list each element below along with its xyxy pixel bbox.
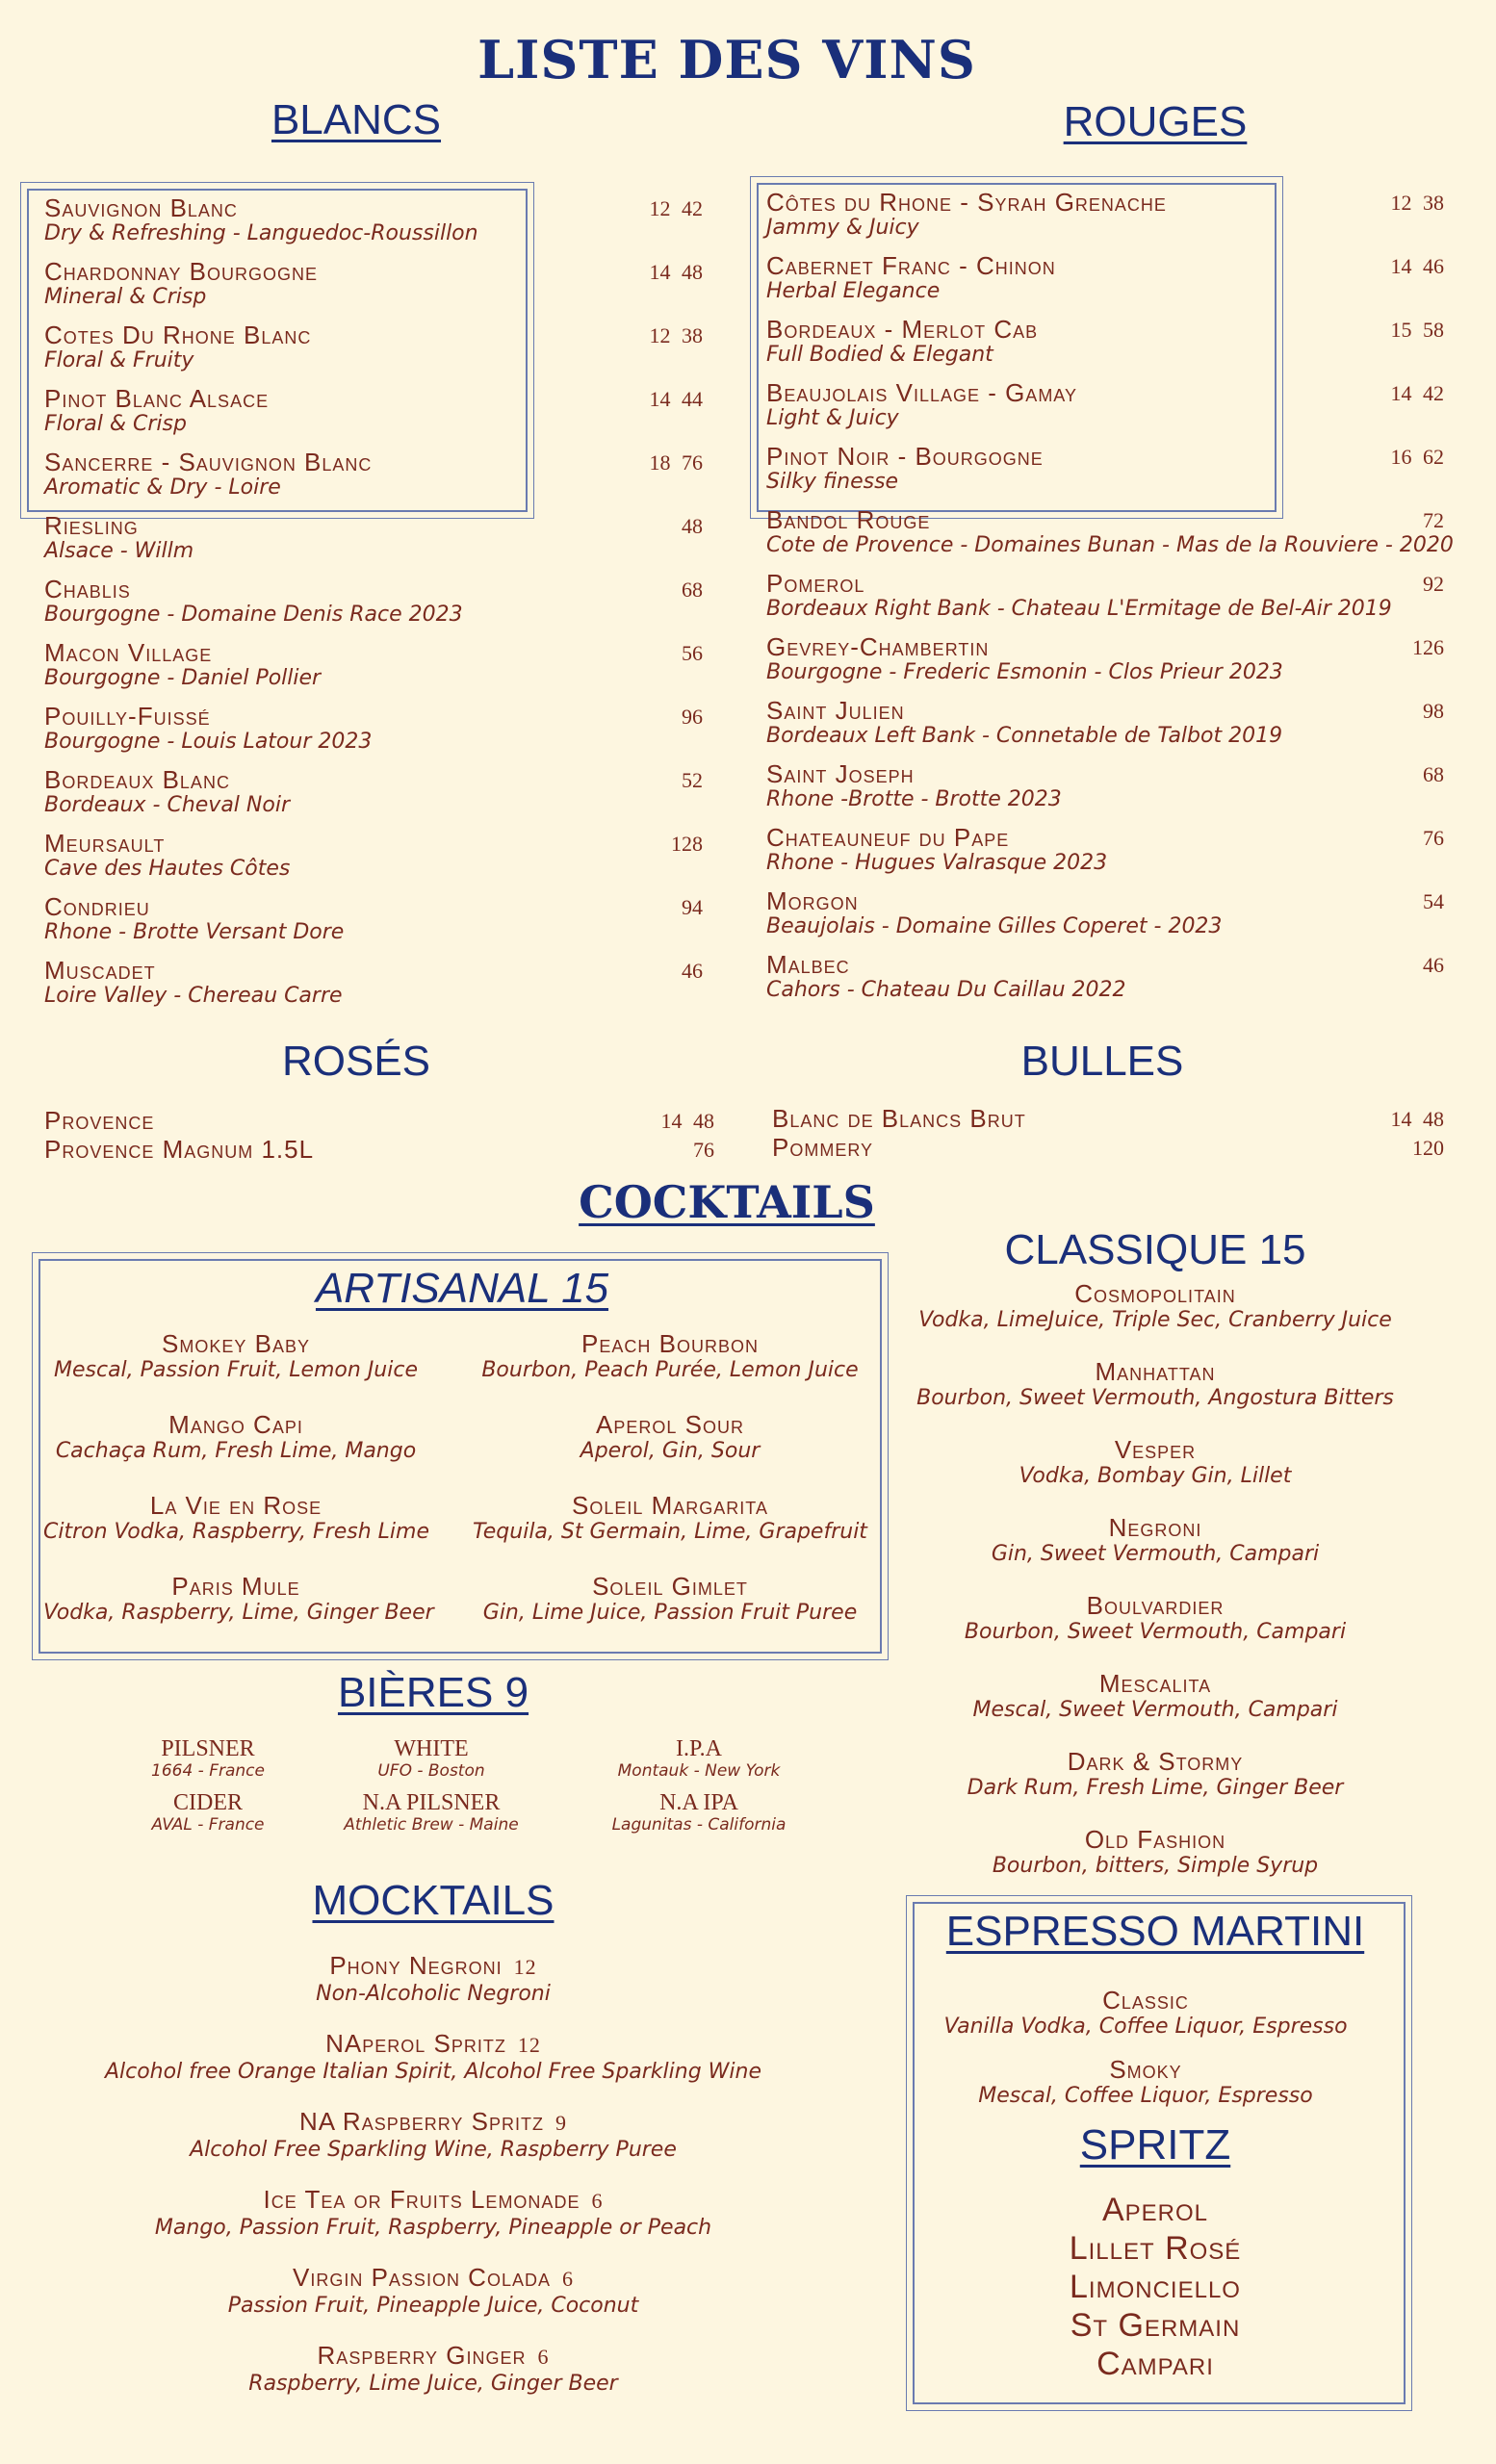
cocktail-name: Smoky xyxy=(1109,2055,1182,2084)
mocktail-price: 9 xyxy=(555,2111,567,2135)
wine-description: Floral & Fruity xyxy=(44,348,194,372)
wine-item xyxy=(44,449,703,500)
beer-name: N.A IPA xyxy=(659,1790,738,1815)
mocktail-name: NA Raspberry Spritz xyxy=(299,2107,544,2136)
wine-item xyxy=(766,379,1444,431)
cocktail-name: Mescalita xyxy=(1098,1669,1212,1698)
wine-price: 12 42 xyxy=(649,196,703,220)
wine-item xyxy=(766,505,1454,558)
wine-item xyxy=(44,703,703,755)
mocktail-price: 6 xyxy=(537,2345,550,2369)
wine-name: Pommery xyxy=(772,1133,874,1162)
cocktails-heading: COCKTAILS xyxy=(579,1176,875,1228)
cocktail-description: Tequila, St Germain, Lime, Grapefruit xyxy=(473,1520,867,1544)
wine-name: Bordeaux - Merlot Cab xyxy=(766,315,1039,344)
cocktail-description: Gin, Lime Juice, Passion Fruit Puree xyxy=(482,1601,858,1625)
wine-name: Condrieu xyxy=(44,892,150,921)
wine-name: Chardonnay Bourgogne xyxy=(44,257,319,286)
beer-item xyxy=(92,1790,323,1835)
cocktail-name: Dark & Stormy xyxy=(1067,1747,1244,1776)
mocktail-name: Raspberry Ginger xyxy=(317,2341,527,2370)
cocktail-name: Negroni xyxy=(1108,1513,1202,1542)
cocktail-description: Bourbon, Sweet Vermouth, Angostura Bitters xyxy=(916,1386,1394,1410)
wine-name: Beaujolais Village - Gamay xyxy=(766,378,1077,407)
wine-description: Light & Juicy xyxy=(766,406,899,430)
wine-price: 14 48 xyxy=(1390,1107,1444,1131)
beer-name: CIDER xyxy=(173,1790,243,1815)
mocktail-description: Passion Fruit, Pineapple Juice, Coconut xyxy=(227,2294,639,2318)
spritz-item: St Germain xyxy=(1070,2307,1241,2344)
wine-price: 12 38 xyxy=(649,323,703,347)
beer-item xyxy=(583,1736,814,1781)
wine-description: Full Bodied & Elegant xyxy=(766,343,993,367)
wine-description: Bourgogne - Louis Latour 2023 xyxy=(44,730,373,754)
wine-price: 14 44 xyxy=(649,387,703,411)
mocktail-name-line xyxy=(87,2186,780,2215)
mocktail-name-line xyxy=(87,2342,780,2371)
mocktail-item xyxy=(87,2264,780,2320)
mocktail-name: NAperol Spritz xyxy=(325,2029,506,2058)
beer-item xyxy=(92,1736,323,1781)
wine-item xyxy=(44,1107,714,1134)
beer-item xyxy=(583,1790,814,1835)
wine-item xyxy=(44,512,703,564)
wine-price: 68 xyxy=(682,578,703,602)
mocktail-description: Alcohol free Orange Italian Spirit, Alcohol Free Sparkling Wine xyxy=(104,2060,762,2084)
mocktail-price: 12 xyxy=(513,1955,537,1979)
wine-item xyxy=(44,639,703,691)
espresso-heading: ESPRESSO MARTINI xyxy=(945,1908,1365,1955)
wine-name: Morgon xyxy=(766,886,859,915)
wine-price: 98 xyxy=(1423,699,1444,723)
bulles-heading: BULLES xyxy=(1020,1038,1184,1085)
wine-item xyxy=(766,570,1444,622)
cocktail-description: Vanilla Vodka, Coffee Liquor, Espresso xyxy=(943,2015,1348,2039)
wine-description: Rhone - Brotte Versant Dore xyxy=(44,920,345,944)
cocktail-name: Vesper xyxy=(1114,1435,1197,1464)
wine-price: 54 xyxy=(1423,889,1444,913)
spritz-item: Lillet Rosé xyxy=(1069,2230,1242,2267)
cocktail-item xyxy=(472,1330,868,1384)
wine-price: 94 xyxy=(682,895,703,919)
cocktail-item xyxy=(43,1492,428,1546)
cocktail-description: Mescal, Coffee Liquor, Espresso xyxy=(978,2084,1313,2108)
wine-item xyxy=(44,194,703,246)
cocktail-name: Manhattan xyxy=(1095,1357,1216,1386)
cocktail-description: Mescal, Sweet Vermouth, Campari xyxy=(972,1698,1338,1722)
bieres-heading: BIÈRES 9 xyxy=(337,1669,529,1716)
cocktail-item xyxy=(472,1573,868,1627)
cocktail-description: Vodka, Bombay Gin, Lillet xyxy=(1019,1464,1292,1488)
mocktail-item xyxy=(87,2030,780,2086)
cocktail-item xyxy=(905,1514,1406,1568)
cocktail-description: Citron Vodka, Raspberry, Fresh Lime xyxy=(43,1520,429,1544)
wine-description: Bordeaux - Cheval Noir xyxy=(44,793,290,817)
wine-description: Herbal Elegance xyxy=(766,279,941,303)
cocktail-name: Old Fashion xyxy=(1084,1825,1226,1854)
wine-item xyxy=(766,697,1444,749)
wine-name: Blanc de Blancs Brut xyxy=(772,1104,1026,1133)
mocktail-item xyxy=(87,2342,780,2398)
cocktail-name: Aperol Sour xyxy=(596,1410,744,1439)
cocktail-description: Bourbon, Sweet Vermouth, Campari xyxy=(964,1620,1347,1644)
wine-price: 72 xyxy=(1423,508,1444,532)
cocktail-name: Peach Bourbon xyxy=(581,1329,759,1358)
wine-price: 128 xyxy=(671,832,703,856)
wine-price: 46 xyxy=(682,959,703,983)
mocktail-name-line xyxy=(87,2030,780,2059)
wine-price: 126 xyxy=(1412,635,1444,659)
wine-price: 120 xyxy=(1412,1136,1444,1160)
beer-name: PILSNER xyxy=(161,1736,255,1761)
wine-item xyxy=(44,830,703,882)
wine-name: Saint Julien xyxy=(766,696,905,725)
mocktail-name-line xyxy=(87,2108,780,2137)
wine-item xyxy=(44,576,703,628)
cocktail-item xyxy=(472,1411,868,1465)
spritz-item: Aperol xyxy=(1101,2192,1209,2228)
cocktail-item xyxy=(915,1987,1377,2040)
wine-price: 16 62 xyxy=(1390,445,1444,469)
wine-price: 48 xyxy=(682,514,703,538)
wine-name: Pouilly-Fuissé xyxy=(44,702,211,731)
cocktail-item xyxy=(905,1280,1406,1334)
wine-price: 52 xyxy=(682,768,703,792)
mocktails-heading: MOCKTAILS xyxy=(312,1877,555,1924)
wine-description: Bordeaux Right Bank - Chateau L'Ermitage de Bel-Air 2019 xyxy=(766,597,1392,621)
wine-price: 15 58 xyxy=(1390,318,1444,342)
cocktail-name: Classic xyxy=(1102,1986,1189,2015)
wine-description: Alsace - Willm xyxy=(44,539,194,563)
cocktail-item xyxy=(43,1411,428,1465)
wine-item xyxy=(766,951,1444,1003)
wine-price: 92 xyxy=(1423,572,1444,596)
wine-description: Floral & Crisp xyxy=(44,412,187,436)
wine-item xyxy=(44,893,703,945)
beer-origin: 1664 - France xyxy=(151,1761,265,1781)
mocktail-name-line xyxy=(87,1952,780,1981)
cocktail-item xyxy=(905,1826,1406,1880)
mocktail-name-line xyxy=(87,2264,780,2293)
mocktail-price: 12 xyxy=(517,2033,541,2057)
wine-description: Beaujolais - Domaine Gilles Coperet - 2023 xyxy=(766,914,1223,938)
wine-name: Macon Village xyxy=(44,638,213,667)
wine-description: Cahors - Chateau Du Caillau 2022 xyxy=(766,978,1126,1002)
wine-name: Chablis xyxy=(44,575,131,603)
wine-item xyxy=(44,385,703,437)
wine-description: Loire Valley - Chereau Carre xyxy=(44,984,343,1008)
cocktail-name: Soleil Gimlet xyxy=(592,1572,748,1601)
beer-origin: Montauk - New York xyxy=(617,1761,781,1781)
beer-origin: UFO - Boston xyxy=(377,1761,485,1781)
wine-description: Aromatic & Dry - Loire xyxy=(44,475,281,500)
wine-price: 76 xyxy=(693,1138,714,1162)
wine-item xyxy=(766,252,1444,304)
wine-description: Bordeaux Left Bank - Connetable de Talbot 2019 xyxy=(766,724,1283,748)
cocktail-name: Boulvardier xyxy=(1086,1591,1225,1620)
wine-item xyxy=(772,1134,1444,1161)
wine-price: 14 46 xyxy=(1390,254,1444,278)
wine-item xyxy=(44,766,703,818)
wine-price: 12 38 xyxy=(1390,191,1444,215)
spritz-item: Limonciello xyxy=(1070,2269,1241,2305)
cocktail-item xyxy=(472,1492,868,1546)
wine-item xyxy=(772,1105,1444,1132)
rouges-heading: ROUGES xyxy=(1063,98,1248,145)
cocktail-description: Cachaça Rum, Fresh Lime, Mango xyxy=(55,1439,417,1463)
spritz-list xyxy=(963,2191,1348,2383)
wine-price: 18 76 xyxy=(649,450,703,475)
wine-price: 56 xyxy=(682,641,703,665)
cocktail-description: Vodka, LimeJuice, Triple Sec, Cranberry Juice xyxy=(918,1308,1392,1332)
wine-name: Bordeaux Blanc xyxy=(44,765,230,794)
wine-item xyxy=(766,760,1444,812)
mocktail-item xyxy=(87,2108,780,2164)
wine-name: Côtes du Rhone - Syrah Grenache xyxy=(766,188,1167,217)
mocktail-price: 6 xyxy=(561,2267,574,2291)
beer-origin: Lagunitas - California xyxy=(611,1815,787,1835)
beer-item xyxy=(316,1736,547,1781)
wine-price: 68 xyxy=(1423,762,1444,786)
wine-name: Muscadet xyxy=(44,956,156,985)
wine-name: Pinot Noir - Bourgogne xyxy=(766,442,1044,471)
wine-name: Cotes Du Rhone Blanc xyxy=(44,321,312,349)
cocktail-name: Cosmopolitain xyxy=(1074,1279,1236,1308)
cocktail-description: Mescal, Passion Fruit, Lemon Juice xyxy=(54,1358,418,1382)
beer-origin: Athletic Brew - Maine xyxy=(344,1815,519,1835)
beer-origin: AVAL - France xyxy=(151,1815,265,1835)
wine-name: Cabernet Franc - Chinon xyxy=(766,251,1056,280)
mocktail-name: Ice Tea or Fruits Lemonade xyxy=(263,2185,580,2214)
beer-name: WHITE xyxy=(394,1736,469,1761)
wine-price: 96 xyxy=(682,705,703,729)
wine-item xyxy=(766,633,1444,685)
wine-description: Silky finesse xyxy=(766,470,899,494)
wine-description: Rhone -Brotte - Brotte 2023 xyxy=(766,787,1062,811)
roses-heading: ROSÉS xyxy=(281,1038,431,1085)
cocktail-description: Gin, Sweet Vermouth, Campari xyxy=(991,1542,1320,1566)
mocktail-name: Phony Negroni xyxy=(329,1951,503,1980)
wine-item xyxy=(44,1136,714,1163)
page-title: LISTE DES VINS xyxy=(477,29,976,90)
cocktail-item xyxy=(905,1592,1406,1646)
wine-name: Pomerol xyxy=(766,569,865,598)
wine-name: Gevrey-Chambertin xyxy=(766,632,990,661)
wine-price: 46 xyxy=(1423,953,1444,977)
spritz-item: Campari xyxy=(1096,2346,1214,2382)
cocktail-description: Bourbon, bitters, Simple Syrup xyxy=(992,1854,1319,1878)
cocktail-description: Aperol, Gin, Sour xyxy=(580,1439,761,1463)
mocktail-item xyxy=(87,2186,780,2242)
wine-item xyxy=(44,258,703,310)
classique-heading: CLASSIQUE 15 xyxy=(1004,1226,1306,1273)
wine-name: Malbec xyxy=(766,950,850,979)
cocktail-name: Soleil Margarita xyxy=(572,1491,768,1520)
cocktail-name: Paris Mule xyxy=(171,1572,300,1601)
cocktail-item xyxy=(905,1436,1406,1490)
cocktail-item xyxy=(43,1572,434,1627)
cocktail-name: Mango Capi xyxy=(168,1410,303,1439)
mocktail-name: Virgin Passion Colada xyxy=(293,2263,551,2292)
mocktail-description: Mango, Passion Fruit, Raspberry, Pineapple or Peach xyxy=(154,2216,712,2240)
cocktail-description: Vodka, Raspberry, Lime, Ginger Beer xyxy=(43,1601,434,1625)
wine-price: 14 42 xyxy=(1390,381,1444,405)
wine-name: Bandol Rouge xyxy=(766,505,931,534)
wine-description: Mineral & Crisp xyxy=(44,285,207,309)
cocktail-item xyxy=(905,1748,1406,1802)
wine-description: Dry & Refreshing - Languedoc-Roussillon xyxy=(44,221,478,245)
mocktail-item xyxy=(87,1952,780,2008)
cocktail-name: Smokey Baby xyxy=(162,1329,310,1358)
wine-item xyxy=(766,824,1444,876)
wine-description: Bourgogne - Frederic Esmonin - Clos Prieur 2023 xyxy=(766,660,1283,684)
wine-name: Saint Joseph xyxy=(766,759,915,788)
cocktail-description: Bourbon, Peach Purée, Lemon Juice xyxy=(481,1358,859,1382)
wine-name: Riesling xyxy=(44,511,139,540)
mocktail-description: Non-Alcoholic Negroni xyxy=(316,1982,551,2006)
wine-price: 76 xyxy=(1423,826,1444,850)
wine-name: Meursault xyxy=(44,829,166,858)
wine-description: Cave des Hautes Côtes xyxy=(44,857,291,881)
spritz-heading: SPRITZ xyxy=(1079,2121,1231,2169)
wine-item xyxy=(766,316,1444,368)
wine-price: 14 48 xyxy=(660,1109,714,1133)
wine-price: 14 48 xyxy=(649,260,703,284)
wine-name: Sancerre - Sauvignon Blanc xyxy=(44,448,373,476)
cocktail-item xyxy=(915,2056,1377,2110)
cocktail-name: La Vie en Rose xyxy=(149,1491,322,1520)
wine-description: Bourgogne - Domaine Denis Race 2023 xyxy=(44,603,463,627)
wine-description: Jammy & Juicy xyxy=(766,216,919,240)
wine-name: Provence Magnum 1.5L xyxy=(44,1135,315,1164)
wine-description: Rhone - Hugues Valrasque 2023 xyxy=(766,851,1108,875)
wine-name: Chateauneuf du Pape xyxy=(766,823,1010,852)
wine-name: Provence xyxy=(44,1106,155,1135)
cocktail-item xyxy=(905,1670,1406,1724)
beer-name: I.P.A xyxy=(675,1736,722,1761)
wine-item xyxy=(44,321,703,373)
wine-name: Pinot Blanc Alsace xyxy=(44,384,270,413)
cocktail-item xyxy=(43,1330,428,1384)
artisanal-heading: ARTISANAL 15 xyxy=(315,1265,609,1312)
wine-description: Bourgogne - Daniel Pollier xyxy=(44,666,322,690)
mocktail-description: Alcohol Free Sparkling Wine, Raspberry Puree xyxy=(190,2138,677,2162)
cocktail-item xyxy=(905,1358,1406,1412)
wine-item xyxy=(44,957,703,1009)
beer-item xyxy=(316,1790,547,1835)
wine-item xyxy=(766,443,1444,495)
wine-description: Cote de Provence - Domaines Bunan - Mas de la Rouviere - 2020 xyxy=(766,533,1454,557)
wine-item xyxy=(766,887,1444,939)
cocktail-description: Dark Rum, Fresh Lime, Ginger Beer xyxy=(967,1776,1344,1800)
wine-name: Sauvignon Blanc xyxy=(44,193,238,222)
mocktail-description: Raspberry, Lime Juice, Ginger Beer xyxy=(248,2372,618,2396)
blancs-heading: BLANCS xyxy=(271,96,442,143)
beer-name: N.A PILSNER xyxy=(362,1790,501,1815)
mocktail-price: 6 xyxy=(591,2189,604,2213)
wine-item xyxy=(766,189,1444,241)
